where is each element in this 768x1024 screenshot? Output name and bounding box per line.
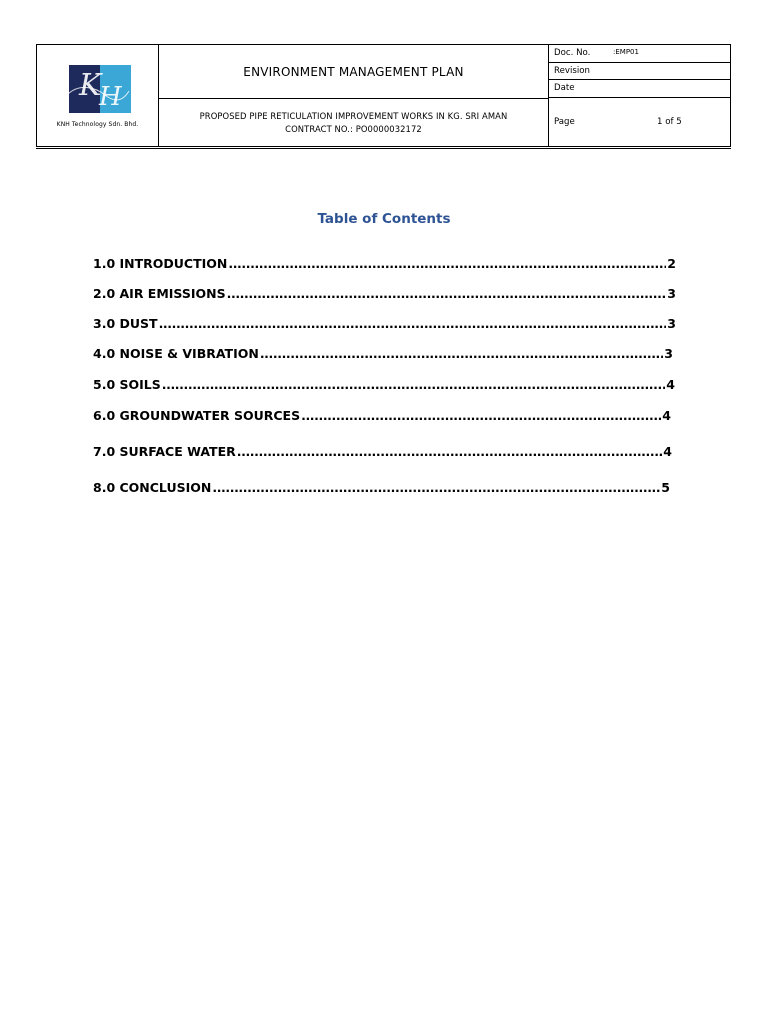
toc-entry-label: 7.0 SURFACE WATER [93, 444, 236, 459]
date-label: Date [554, 83, 575, 94]
toc-leader [237, 444, 663, 459]
toc-entry[interactable] [93, 377, 675, 392]
meta-row-docno [549, 45, 730, 63]
toc-leader [159, 316, 667, 331]
toc-leader [301, 408, 661, 423]
title-cell [159, 45, 549, 146]
toc-entry[interactable] [93, 480, 670, 495]
page-label: Page [554, 116, 575, 127]
document-title: ENVIRONMENT MANAGEMENT PLAN [159, 45, 548, 99]
toc-leader [228, 256, 666, 271]
toc-leader [212, 480, 660, 495]
toc-entry-label: 1.0 INTRODUCTION [93, 256, 228, 271]
company-logo [65, 65, 131, 115]
toc-entry-label: 6.0 GROUNDWATER SOURCES [93, 408, 301, 423]
document-header [36, 44, 731, 147]
svg-text:K: K [78, 68, 101, 103]
toc-entry-label: 2.0 AIR EMISSIONS [93, 286, 226, 301]
svg-text:H: H [98, 82, 122, 112]
meta-row-date [549, 80, 730, 98]
header-divider [36, 148, 731, 149]
toc-entry-page: 4 [663, 444, 672, 459]
toc-entry-page: 3 [664, 346, 673, 361]
toc-entry-page: 2 [667, 256, 676, 271]
toc-entry-page: 3 [667, 316, 676, 331]
toc-entry[interactable] [93, 408, 671, 423]
toc-entry[interactable] [93, 286, 676, 301]
document-meta [549, 45, 730, 146]
toc-entry-label: 3.0 DUST [93, 316, 158, 331]
project-description [159, 99, 548, 146]
company-name: KNH Technology Sdn. Bhd. [56, 121, 139, 128]
toc-entry[interactable] [93, 444, 672, 459]
doc-no-label: Doc. No. [554, 48, 591, 59]
toc-leader [227, 286, 667, 301]
toc-entry-label: 8.0 CONCLUSION [93, 480, 212, 495]
contract-number: CONTRACT NO.: PO0000032172 [285, 123, 422, 134]
meta-row-page [549, 98, 730, 147]
revision-label: Revision [554, 65, 590, 76]
toc-entry[interactable] [93, 316, 676, 331]
toc-entry-label: 5.0 SOILS [93, 377, 161, 392]
toc-title: Table of Contents [317, 211, 451, 227]
logo-graphic [65, 65, 131, 115]
meta-row-revision [549, 63, 730, 81]
toc-entry[interactable] [93, 346, 673, 361]
page-value: 1 of 5 [657, 116, 682, 127]
logo-cell [37, 45, 159, 146]
doc-no-value: :EMP01 [613, 48, 639, 56]
toc-entry-label: 4.0 NOISE & VIBRATION [93, 346, 259, 361]
toc-leader [260, 346, 663, 361]
toc-entry-page: 3 [667, 286, 676, 301]
toc-entry-page: 4 [662, 408, 671, 423]
project-title: PROPOSED PIPE RETICULATION IMPROVEMENT WORKS IN KG. SRI AMAN [199, 110, 508, 121]
toc-entry-page: 5 [661, 480, 670, 495]
toc-entry-page: 4 [666, 377, 675, 392]
toc-entry[interactable] [93, 256, 676, 271]
toc-leader [162, 377, 666, 392]
